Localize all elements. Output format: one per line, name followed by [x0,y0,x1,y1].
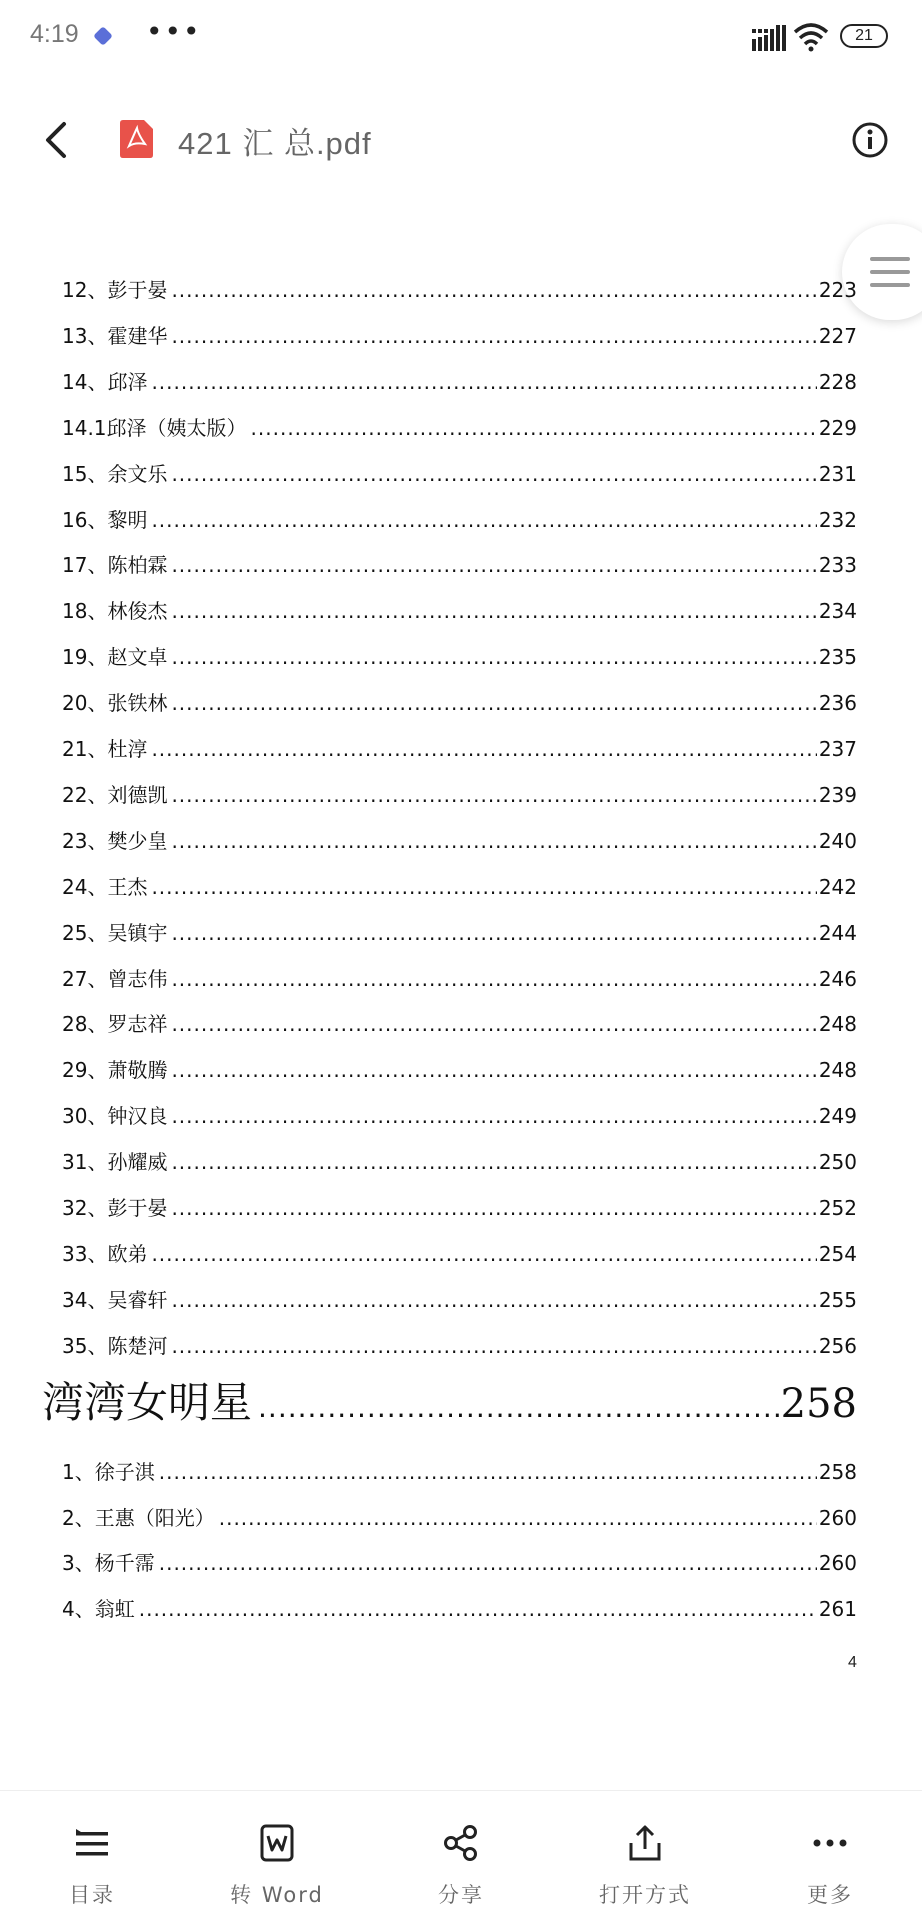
toc-entry-name: 30、钟汉良 [62,1104,168,1129]
toc-entry-page: 233 [818,553,857,578]
toc-entry[interactable] [62,549,857,585]
toc-entry-page: 244 [818,920,857,945]
toc-entry-leader [159,1551,817,1575]
toc-entry[interactable] [62,1330,857,1366]
toc-section-leader [258,1391,781,1424]
toc-entry-leader [171,1288,816,1312]
toc-entry-leader [171,1334,816,1358]
toc-entry-name: 17、陈柏霖 [62,553,168,578]
toc-entry-leader [171,1196,816,1220]
toc-entry-name: 16、黎明 [62,507,148,532]
toc-entry[interactable] [62,274,857,310]
toc-entry-leader [151,875,816,899]
toc-entry[interactable] [62,825,857,861]
share-icon [441,1823,481,1863]
toc-button[interactable] [22,1791,162,1921]
toc-entry-page: 242 [818,874,857,899]
toc-entry-name: 20、张铁林 [62,691,168,716]
toc-entry-leader [171,462,816,486]
toc-entry-name: 13、霍建华 [62,323,168,348]
battery-indicator: 21 [840,24,888,48]
toc-entry-name: 35、陈楚河 [62,1333,168,1358]
more-icon [810,1823,850,1863]
document-title: 421 汇 总.pdf [178,126,372,161]
share-button[interactable] [391,1791,531,1921]
toc-entry[interactable] [62,1238,857,1274]
info-icon[interactable] [850,120,890,160]
toc-entry-page: 235 [818,645,857,670]
toc-entry-leader [151,737,816,761]
toc-entry-page: 250 [818,1150,857,1175]
toc-entry-leader [159,1460,817,1484]
toc-entry-leader [171,1058,816,1082]
toc-entry-leader [171,921,816,945]
toc-entry-name: 2、王惠（阳光） [62,1505,215,1530]
toc-entry-name: 12、彭于晏 [62,278,168,302]
toc-entry-leader [139,1597,817,1621]
toc-entry-leader [171,829,816,853]
toc-section-heading[interactable] [42,1370,857,1430]
toc-entry[interactable] [62,504,857,540]
toc-entry-name: 34、吴睿轩 [62,1287,168,1312]
toc-entry-leader [171,1104,816,1128]
toc-entry[interactable] [62,779,857,815]
toc-entry[interactable] [62,366,857,402]
toc-entry-page: 229 [818,415,857,440]
toc-entry-leader [171,278,816,302]
hamburger-menu-icon [870,257,910,296]
pdf-file-icon [120,120,153,158]
toc-entry-name: 31、孙耀威 [62,1150,168,1175]
toc-entry-page: 254 [818,1241,857,1266]
word-icon [257,1823,297,1863]
toc-section-name: 湾湾女明星 [42,1378,253,1427]
toc-entry-name: 21、杜淳 [62,737,148,761]
toc-entry-name: 3、杨千霈 [62,1551,155,1575]
toc-entry-page: 240 [818,828,857,853]
toc-entry-name: 33、欧弟 [62,1241,148,1266]
toc-entry-name: 23、樊少皇 [62,828,168,853]
toc-entry[interactable] [62,871,857,907]
notification-app-icon [93,26,113,46]
toc-entry-page: 223 [818,278,857,302]
app-header [0,100,922,180]
convert-word-label: 转 Word [230,1883,324,1907]
toc-entry-leader [171,599,816,623]
toc-entry[interactable] [62,1593,857,1629]
toc-entry[interactable] [62,1192,857,1228]
toc-entry-leader [171,691,816,715]
toc-entry[interactable] [62,1547,857,1583]
open-with-icon [625,1823,665,1863]
toc-entry-leader [171,645,816,669]
back-arrow-icon[interactable] [38,118,74,162]
list-icon [72,1823,112,1863]
toc-entry-leader [171,324,816,348]
more-button[interactable] [760,1791,900,1921]
toc-entry-name: 4、翁虹 [62,1596,135,1621]
toc-entry[interactable] [62,963,857,999]
open-with-button[interactable] [575,1791,715,1921]
status-time: 4:19 [30,20,79,48]
toc-entry[interactable] [62,917,857,953]
toc-entry-page: 256 [818,1333,857,1358]
toc-entry-page: 258 [818,1460,857,1484]
toc-entry-page: 234 [818,599,857,624]
toc-entry-leader [171,783,816,807]
toc-entry-page: 255 [818,1287,857,1312]
toc-entry-leader [219,1506,817,1530]
toc-button-label: 目录 [69,1883,115,1907]
toc-entry-leader [151,370,816,394]
toc-entry-leader [251,416,817,440]
toc-entry[interactable] [62,595,857,631]
toc-entry[interactable] [62,733,857,769]
bottom-toolbar [0,1790,922,1921]
wifi-icon [793,22,829,52]
status-bar [0,0,922,76]
toc-entry-leader [171,553,816,577]
toc-entry-page: 248 [818,1012,857,1037]
toc-entry[interactable] [62,687,857,723]
toc-entry-leader [171,1012,816,1036]
more-notifications-icon: ••• [146,15,202,48]
toc-entry-leader [151,1242,816,1266]
toc-entry[interactable] [62,1456,857,1492]
toc-entry-page: 246 [818,966,857,991]
toc-entry[interactable] [62,641,857,677]
toc-entry-name: 1、徐子淇 [62,1460,155,1484]
toc-entry[interactable] [62,320,857,356]
toc-entry[interactable] [62,1502,857,1538]
toc-entry-name: 24、王杰 [62,874,148,899]
page-number: 4 [848,1654,857,1671]
toc-entry-page: 248 [818,1058,857,1083]
toc-entry-page: 239 [818,782,857,807]
open-with-label: 打开方式 [599,1883,691,1907]
toc-entry-page: 261 [818,1596,857,1621]
toc-entry-page: 252 [818,1196,857,1220]
toc-entry-page: 237 [818,737,857,761]
toc-entry-page: 249 [818,1104,857,1129]
toc-entry-leader [171,1150,816,1174]
signal-icon [752,25,786,51]
toc-entry-page: 227 [818,323,857,348]
toc-entry-name: 15、余文乐 [62,461,168,486]
toc-entry-page: 231 [818,461,857,486]
toc-entry-name: 18、林俊杰 [62,599,168,624]
toc-entry[interactable] [62,1100,857,1136]
toc-entry-name: 25、吴镇宇 [62,920,168,945]
toc-section-page: 258 [780,1381,857,1427]
toc-entry-name: 22、刘德凯 [62,782,168,807]
toc-entry[interactable] [62,1146,857,1182]
toc-entry-name: 28、罗志祥 [62,1012,168,1037]
share-label: 分享 [438,1883,484,1907]
toc-entry[interactable] [62,1008,857,1044]
toc-entry[interactable] [62,1054,857,1090]
toc-entry[interactable] [62,412,857,448]
toc-entry[interactable] [62,458,857,494]
toc-entry-name: 14、邱泽 [62,369,148,394]
toc-entry-name: 27、曾志伟 [62,966,168,991]
toc-entry-page: 260 [818,1551,857,1575]
toc-entry-name: 29、萧敬腾 [62,1058,168,1083]
toc-entry[interactable] [62,1284,857,1320]
toc-entry-page: 228 [818,369,857,394]
toc-entry-name: 19、赵文卓 [62,645,168,670]
toc-entry-page: 236 [818,691,857,716]
toc-entry-name: 32、彭于晏 [62,1196,168,1220]
toc-entry-leader [171,967,816,991]
more-label: 更多 [807,1883,853,1907]
toc-entry-page: 260 [818,1505,857,1530]
convert-word-button[interactable] [207,1791,347,1921]
toc-entry-leader [151,508,816,532]
toc-entry-name: 14.1邱泽（姨太版） [62,415,247,440]
toc-entry-page: 232 [818,507,857,532]
